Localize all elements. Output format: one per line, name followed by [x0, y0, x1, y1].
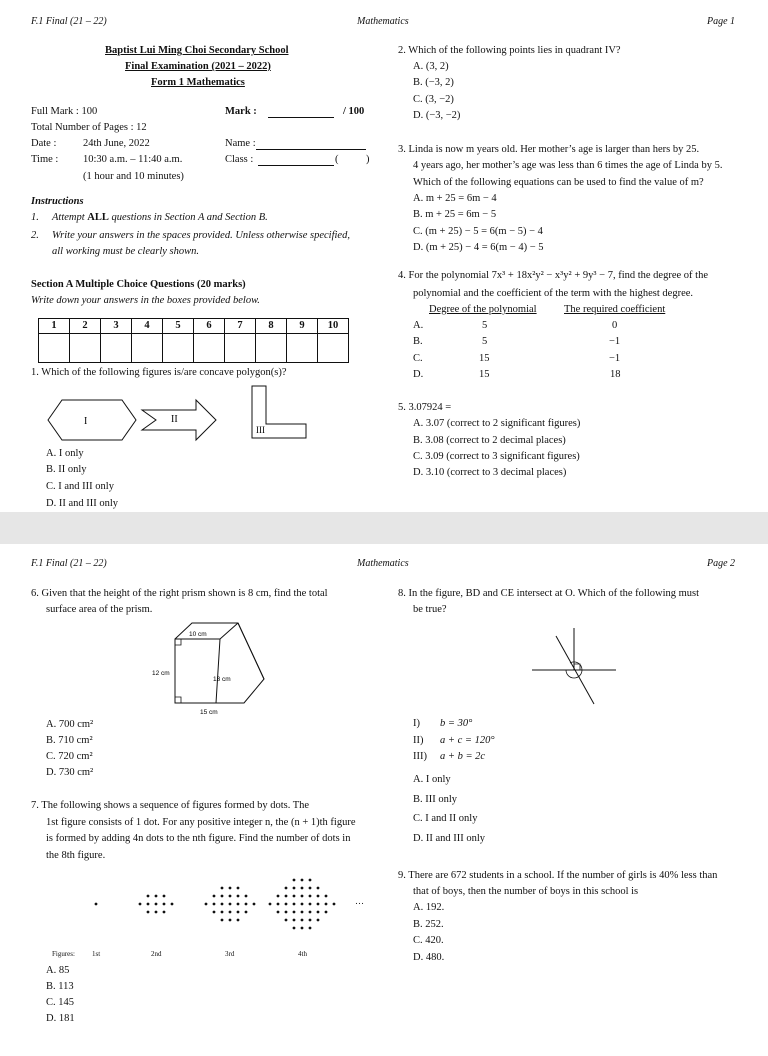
- q7-dot: [155, 911, 158, 914]
- q7-dot: [229, 919, 232, 922]
- q7-dot: [301, 911, 304, 914]
- q6-dim-top: 10 cm: [189, 631, 207, 638]
- answer-box-header-4: 4: [132, 319, 163, 334]
- q9-option-d: D. 480.: [413, 952, 445, 963]
- q6-line-2: surface area of the prism.: [46, 604, 153, 615]
- q7-dot: [213, 895, 216, 898]
- q2-option-c: C. (3, −2): [413, 94, 454, 105]
- q6-line-1: 6. Given that the height of the right prism shown is 8 cm, find the total: [31, 588, 328, 599]
- q4-row-a-coefficient: 0: [612, 320, 618, 331]
- q3-line-1: 3. Linda is now m years old. Her mother’s age is larger than hers by 25.: [398, 144, 700, 155]
- q7-dot: [147, 911, 150, 914]
- q3-line-2: 4 years ago, her mother’s age was less than 6 times the age of Linda by 5.: [413, 160, 723, 171]
- answer-box-5[interactable]: [163, 334, 194, 363]
- class-label: Class :: [225, 154, 254, 165]
- q8-line-1: 8. In the figure, BD and CE intersect at O. Which of the following must: [398, 588, 700, 599]
- q7-option-c: C. 145: [46, 997, 75, 1008]
- q7-dot: [277, 895, 280, 898]
- q4-row-d-degree: 15: [479, 369, 490, 380]
- q7-dot: [317, 911, 320, 914]
- q7-dot: [285, 903, 288, 906]
- q7-dot: [309, 927, 312, 930]
- name-label: Name :: [225, 138, 256, 149]
- exam-page-1: [0, 0, 768, 512]
- q7-dot: [325, 911, 328, 914]
- answer-box-3[interactable]: [101, 334, 132, 363]
- time-label: Time :: [31, 154, 59, 165]
- date-value: 24th June, 2022: [83, 138, 150, 149]
- q3-option-b: B. m + 25 = 6m − 5: [413, 209, 497, 220]
- answer-box-header-6: 6: [194, 319, 225, 334]
- q7-dot: [171, 903, 174, 906]
- q7-dot: [229, 887, 232, 890]
- q5-option-b: B. 3.08 (correct to 2 decimal places): [413, 435, 566, 446]
- full-mark: Full Mark : 100: [31, 106, 98, 117]
- q6-option-a: A. 700 cm²: [46, 719, 94, 730]
- q7-dot: [229, 903, 232, 906]
- q4-row-c-letter: C.: [413, 353, 423, 364]
- q2-option-a: A. (3, 2): [413, 61, 449, 72]
- q8-option-c: C. I and II only: [413, 813, 478, 824]
- q7-dot: [309, 919, 312, 922]
- q7-dot: [245, 895, 248, 898]
- q4-column-degree: Degree of the polynomial: [429, 304, 537, 315]
- q7-dot: [237, 895, 240, 898]
- q7-dot: [155, 903, 158, 906]
- exam-duration: (1 hour and 10 minutes): [83, 171, 184, 182]
- q8-statement-1: b = 30°: [440, 718, 473, 729]
- q4-row-b-degree: 5: [482, 336, 488, 347]
- q1-figure-label-3: III: [256, 425, 265, 435]
- q7-figures-ellipsis: …: [355, 896, 364, 906]
- q5-option-a: A. 3.07 (correct to 2 significant figures): [413, 418, 581, 429]
- answer-box-8[interactable]: [256, 334, 287, 363]
- q3-option-d: D. (m + 25) − 4 = 6(m − 4) − 5: [413, 242, 544, 253]
- q9-line-1: 9. There are 672 students in a school. If the number of girls is 40% less than: [398, 870, 718, 881]
- q7-dot: [293, 879, 296, 882]
- class-no-open-paren: (: [335, 154, 339, 165]
- q7-dot: [301, 887, 304, 890]
- q2-stem: 2. Which of the following points lies in quadrant IV?: [398, 45, 621, 56]
- q7-dot: [221, 911, 224, 914]
- instructions-title: Instructions: [31, 196, 84, 207]
- answer-box-header-7: 7: [225, 319, 256, 334]
- q8-statement-3-number: III): [413, 751, 427, 762]
- answer-box-header-9: 9: [287, 319, 318, 334]
- answer-box-2[interactable]: [70, 334, 101, 363]
- q6-prism-figure: [150, 621, 270, 716]
- q7-dot: [301, 919, 304, 922]
- q7-figure-name-1: 1st: [92, 950, 101, 958]
- header-page-number: Page 2: [707, 558, 736, 569]
- q7-dot: [317, 895, 320, 898]
- q7-dot: [245, 903, 248, 906]
- q7-dot: [317, 919, 320, 922]
- q2-option-d: D. (−3, −2): [413, 110, 461, 121]
- q9-option-b: B. 252.: [413, 919, 444, 930]
- q1-polygon-figures: [48, 398, 318, 444]
- q7-dot: [213, 911, 216, 914]
- answer-box-9[interactable]: [287, 334, 318, 363]
- q8-statement-1-number: I): [413, 718, 420, 729]
- mark-field[interactable]: [268, 105, 334, 118]
- form-title: Form 1 Mathematics: [151, 77, 245, 88]
- q7-dot-pattern-figures: [80, 866, 380, 942]
- q7-dot: [309, 903, 312, 906]
- q2-option-b: B. (−3, 2): [413, 77, 454, 88]
- q7-dot: [301, 895, 304, 898]
- school-name: Baptist Lui Ming Choi Secondary School: [105, 45, 289, 56]
- answer-box-4[interactable]: [132, 334, 163, 363]
- answer-box-7[interactable]: [225, 334, 256, 363]
- q7-dot: [293, 919, 296, 922]
- q7-dot: [293, 911, 296, 914]
- q4-row-d-coefficient: 18: [610, 369, 621, 380]
- q3-option-a: A. m + 25 = 6m − 4: [413, 193, 497, 204]
- instruction-2-line-1: Write your answers in the spaces provided. Unless otherwise specified,: [52, 230, 350, 241]
- q3-line-3: Which of the following equations can be used to find the value of m?: [413, 177, 704, 188]
- q7-dot: [285, 911, 288, 914]
- q7-dot: [309, 879, 312, 882]
- answer-box-header-1: 1: [39, 319, 70, 334]
- answer-box-header-2: 2: [70, 319, 101, 334]
- answer-box-header-5: 5: [163, 319, 194, 334]
- q7-dot: [309, 911, 312, 914]
- q7-dot: [301, 879, 304, 882]
- instruction-2-number: 2.: [31, 230, 39, 241]
- q7-dot: [301, 927, 304, 930]
- instruction-1-number: 1.: [31, 212, 39, 223]
- total-pages: Total Number of Pages : 12: [31, 122, 147, 133]
- answer-box-header-8: 8: [256, 319, 287, 334]
- page-separator: [0, 512, 768, 544]
- q7-dot: [317, 903, 320, 906]
- q7-line-3: is formed by adding 4n dots to the nth figure. Find the number of dots in: [46, 833, 351, 844]
- q7-line-2: 1st figure consists of 1 dot. For any positive integer n, the (n + 1)th figure: [46, 817, 356, 828]
- q7-dot: [293, 927, 296, 930]
- q6-dim-left: 12 cm: [152, 670, 170, 677]
- class-no-close-paren: ): [366, 154, 370, 165]
- q7-option-d: D. 181: [46, 1013, 75, 1024]
- q9-line-2: that of boys, then the number of boys in this school is: [413, 886, 639, 897]
- q8-option-b: B. III only: [413, 794, 458, 805]
- q7-dot: [277, 911, 280, 914]
- q1-stem: 1. Which of the following figures is/are concave polygon(s)?: [31, 367, 287, 378]
- q7-dot: [245, 911, 248, 914]
- header-page-number: Page 1: [707, 16, 736, 27]
- q7-dot: [293, 903, 296, 906]
- q9-option-c: C. 420.: [413, 935, 444, 946]
- q7-line-1: 7. The following shows a sequence of figures formed by dots. The: [31, 800, 310, 811]
- answer-box-1[interactable]: [39, 334, 70, 363]
- q5-option-d: D. 3.10 (correct to 3 decimal places): [413, 467, 567, 478]
- header-left: F.1 Final (21 – 22): [31, 16, 107, 27]
- q7-figure-name-3: 3rd: [225, 950, 235, 958]
- q7-dot: [277, 903, 280, 906]
- q7-figures-label: Figures:: [52, 950, 75, 958]
- q6-option-b: B. 710 cm²: [46, 735, 93, 746]
- q4-column-coefficient: The required coefficient: [564, 304, 666, 315]
- q7-dot: [221, 887, 224, 890]
- answer-boxes-table: [38, 318, 349, 363]
- q7-option-a: A. 85: [46, 965, 70, 976]
- header-center: Mathematics: [357, 558, 409, 569]
- q7-dot: [237, 887, 240, 890]
- q7-dot: [95, 903, 98, 906]
- q8-statement-3: a + b = 2c: [440, 751, 486, 762]
- q7-dot: [285, 895, 288, 898]
- answer-box-10[interactable]: [318, 334, 349, 363]
- q7-dot: [155, 895, 158, 898]
- q7-dot: [317, 887, 320, 890]
- q4-row-c-degree: 15: [479, 353, 490, 364]
- section-a-note: Write down your answers in the boxes provided below.: [31, 295, 260, 306]
- q7-dot: [221, 895, 224, 898]
- q6-dim-slant: 13 cm: [213, 676, 231, 683]
- q7-figure-name-4: 4th: [298, 950, 307, 958]
- q7-dot: [293, 895, 296, 898]
- q1-figure-label-2: II: [171, 414, 178, 425]
- q7-dot: [325, 895, 328, 898]
- q7-dot: [163, 903, 166, 906]
- q1-option-a: A. I only: [46, 448, 84, 459]
- header-center: Mathematics: [357, 16, 409, 27]
- answer-box-6[interactable]: [194, 334, 225, 363]
- q7-dot: [147, 903, 150, 906]
- q7-dot: [205, 903, 208, 906]
- q7-dot: [229, 911, 232, 914]
- q7-dot: [229, 895, 232, 898]
- q4-line-1: 4. For the polynomial 7x³ + 18x²y² − x³y² + 9y³ − 7, find the degree of the: [398, 270, 708, 281]
- q4-row-a-degree: 5: [482, 320, 488, 331]
- q7-line-4: the 8th figure.: [46, 850, 106, 861]
- class-field[interactable]: [258, 153, 334, 166]
- q7-dot: [237, 911, 240, 914]
- instruction-1: Attempt ALL questions in Section A and Section B.: [52, 212, 268, 223]
- q7-dot: [163, 895, 166, 898]
- q8-option-d: D. II and III only: [413, 833, 486, 844]
- answer-box-header-3: 3: [101, 319, 132, 334]
- q7-dot: [301, 903, 304, 906]
- q8-option-a: A. I only: [413, 774, 451, 785]
- date-label: Date :: [31, 138, 57, 149]
- q7-dot-figure-4: [269, 879, 336, 930]
- q3-option-c: C. (m + 25) − 5 = 6(m − 5) − 4: [413, 226, 543, 237]
- q8-intersecting-lines-figure: [530, 626, 620, 706]
- q7-option-b: B. 113: [46, 981, 74, 992]
- q5-option-c: C. 3.09 (correct to 3 significant figures): [413, 451, 580, 462]
- q7-dot: [213, 903, 216, 906]
- q7-dot-figure-2: [139, 895, 174, 914]
- q1-option-c: C. I and III only: [46, 481, 114, 492]
- q6-option-d: D. 730 cm²: [46, 767, 94, 778]
- q8-line-2: be true?: [413, 604, 447, 615]
- q4-row-b-letter: B.: [413, 336, 423, 347]
- q6-dim-bottom: 15 cm: [200, 709, 218, 716]
- q7-dot: [309, 887, 312, 890]
- q7-dot: [325, 903, 328, 906]
- name-field[interactable]: [256, 137, 366, 150]
- q7-dot: [269, 903, 272, 906]
- q7-figure-name-2: 2nd: [151, 950, 162, 958]
- q4-line-2: polynomial and the coefficient of the term with the highest degree.: [413, 288, 694, 299]
- q4-row-d-letter: D.: [413, 369, 424, 380]
- q8-statement-2-number: II): [413, 735, 424, 746]
- mark-label: Mark :: [225, 106, 257, 117]
- q7-dot: [285, 887, 288, 890]
- q1-option-d: D. II and III only: [46, 498, 119, 509]
- q7-dot: [285, 919, 288, 922]
- q4-row-b-coefficient: −1: [609, 336, 621, 347]
- q7-dot: [221, 919, 224, 922]
- q7-dot: [237, 919, 240, 922]
- q5-stem: 5. 3.07924 =: [398, 402, 452, 413]
- q7-dot: [309, 895, 312, 898]
- q9-option-a: A. 192.: [413, 902, 445, 913]
- q1-option-b: B. II only: [46, 464, 87, 475]
- mark-total: / 100: [343, 106, 365, 117]
- q7-dot: [237, 903, 240, 906]
- section-a-title: Section A Multiple Choice Questions (20 marks): [31, 279, 246, 290]
- time-value: 10:30 a.m. – 11:40 a.m.: [83, 154, 183, 165]
- q7-dot-figure-1: [95, 903, 98, 906]
- q7-dot: [333, 903, 336, 906]
- q7-dot: [221, 903, 224, 906]
- exam-page-2: [0, 544, 768, 1056]
- q4-row-a-letter: A.: [413, 320, 424, 331]
- q7-dot: [163, 911, 166, 914]
- q4-row-c-coefficient: −1: [609, 353, 621, 364]
- q8-statement-2: a + c = 120°: [440, 735, 495, 746]
- q7-dot: [253, 903, 256, 906]
- q1-figure-label-1: I: [84, 416, 88, 427]
- q7-dot: [139, 903, 142, 906]
- answer-box-header-10: 10: [318, 319, 349, 334]
- header-left: F.1 Final (21 – 22): [31, 558, 107, 569]
- q7-dot: [147, 895, 150, 898]
- exam-title: Final Examination (2021 – 2022): [125, 61, 271, 72]
- q7-dot: [293, 887, 296, 890]
- q6-option-c: C. 720 cm²: [46, 751, 93, 762]
- q7-dot-figure-3: [205, 887, 256, 922]
- instruction-2-line-2: all working must be clearly shown.: [52, 246, 199, 257]
